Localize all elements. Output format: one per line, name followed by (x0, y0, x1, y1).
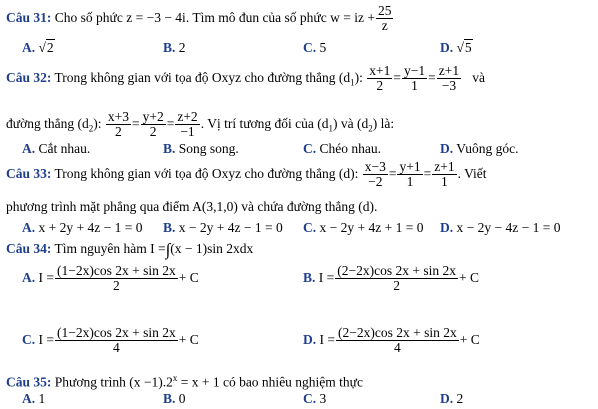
q32-option-b[interactable]: B. Song song. (163, 141, 239, 156)
q33-label: Câu 33: (6, 165, 52, 181)
q32-option-a[interactable]: A. Cắt nhau. (22, 141, 91, 156)
q33-option-c[interactable]: C. x − 2y + 4z + 1 = 0 (303, 220, 424, 235)
q32-option-c[interactable]: C. Chéo nhau. (303, 141, 381, 156)
q31-option-b[interactable]: B. 2 (163, 40, 186, 55)
q33-option-a[interactable]: A. x + 2y + 4z − 1 = 0 (22, 220, 143, 235)
q35-option-a[interactable]: A. 1 (22, 391, 46, 406)
q34-option-a[interactable]: A. I = $\frac{(1-2x)\cos 2x + \sin 2x}{2}$ + C (22, 263, 199, 294)
q32-label: Câu 32: (6, 69, 52, 85)
q31-text1: Cho số phức (54, 9, 123, 25)
q33-option-d[interactable]: D. x − 2y − 4z − 1 = 0 (440, 220, 561, 235)
q35-option-b[interactable]: B. 0 (163, 391, 186, 406)
q33-stem-line2: phương trình mặt phẳng qua điểm A(3,1,0) và chứa đường thẳng (d). (6, 199, 378, 214)
q31-label: Câu 31: (6, 9, 52, 25)
q35-option-c[interactable]: C. 3 (303, 391, 327, 406)
q34-option-b[interactable]: B. I = $\frac{(2-2x)\cos 2x + \sin 2x}{2}$ + C (303, 263, 479, 294)
q35-label: Câu 35: (6, 374, 52, 390)
q31-text2: . Tìm mô đun của số phức (185, 9, 327, 25)
q32-stem-line2: đường thẳng $(d_2)$: $\frac{x+3}{2}$ = $\frac{y+2}{2}$ = $\frac{z+2}{-1}$ . Vị trí tương đối của $(d_1)$ và $(d_2)$ là: (6, 109, 395, 140)
q34-stem: Câu 34: Tìm nguyên hàm I =∫(x − 1)sin 2xdx (6, 240, 254, 259)
q31-z-expr: z = −3 − 4i (126, 9, 186, 25)
integral-symbol: ∫ (165, 240, 171, 259)
q32-option-d[interactable]: D. Vuông góc. (440, 141, 519, 156)
q34-option-c[interactable]: C. I = $\frac{(1-2x)\cos 2x + \sin 2x}{4}$ + C (22, 325, 199, 356)
q31-option-a[interactable]: A. √2 (22, 40, 54, 55)
q31-w-fraction: $\frac{25}{z}$ (377, 3, 392, 34)
q34-option-d[interactable]: D. I = $\frac{(2-2x)\cos 2x + \sin 2x}{4}$ + C (303, 325, 480, 356)
q31-option-c[interactable]: C. 5 (303, 40, 327, 55)
q33-stem-line1: Câu 33: Trong không gian với tọa độ Oxyz cho đường thẳng (d): $\frac{x-3}{-2}$ = $\frac{y+1}{1}$ = $\frac{z+1}{1}$ . Viết (6, 159, 487, 190)
q32-stem-line1: Câu 32: Trong không gian với tọa độ Oxyz cho đường thẳng $(d_1)$: $\frac{x+1}{2}$ = $\frac{y-1}{1}$ = $\frac{z+1}{-3}$ và (6, 63, 485, 94)
q31-option-d[interactable]: D. √5 (440, 40, 472, 55)
q33-option-b[interactable]: B. x − 2y + 4z − 1 = 0 (163, 220, 283, 235)
q31-stem (6, 4, 598, 33)
q35-option-d[interactable]: D. 2 (440, 391, 464, 406)
q31-w-lhs: w = iz + (330, 9, 375, 25)
q35-stem: Câu 35: Phương trình $(x -1).2^x = x + 1$ có bao nhiêu nghiệm thực (6, 373, 363, 390)
q34-label: Câu 34: (6, 241, 52, 256)
